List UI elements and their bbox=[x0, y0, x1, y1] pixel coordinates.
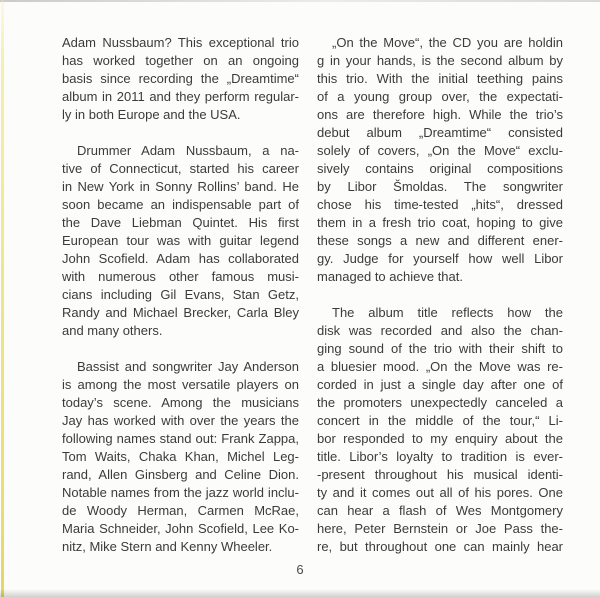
paragraph bbox=[62, 34, 299, 124]
text-line: Maria Schneider, John Scofield, Lee Ko- bbox=[62, 521, 299, 536]
text-line: John Scofield. Adam has collaborated bbox=[62, 251, 299, 266]
text-line: and many others. bbox=[62, 323, 163, 338]
text-line: the promoters unexpectedly canceled a bbox=[317, 395, 563, 410]
booklet-spine-stripe bbox=[1, 0, 4, 597]
text-line: by Libor Šmoldas. The songwriter bbox=[317, 179, 563, 194]
text-line: basis since recording the „Dreamtime“ bbox=[62, 71, 299, 86]
text-line: is among the most versatile players on bbox=[62, 377, 299, 392]
text-line: here, Peter Bernstein or Joe Pass the- bbox=[317, 521, 563, 536]
scan-top-edge bbox=[0, 0, 600, 2]
text-line: Bassist and songwriter Jay Anderson bbox=[77, 359, 299, 374]
text-line: gy. Judge for yourself how well Libor bbox=[317, 251, 563, 266]
paragraph bbox=[317, 304, 563, 556]
text-line: can hear a flash of Wes Montgomery bbox=[317, 503, 563, 518]
text-line: with numerous other famous musi- bbox=[62, 269, 299, 284]
text-line: ging sound of the trio with their shift to bbox=[317, 341, 563, 356]
text-line: title. Libor’s loyalty to tradition is ever- bbox=[317, 449, 563, 464]
text-line: chose his time-tested „hits“, dressed bbox=[317, 197, 563, 212]
scan-bottom-shadow bbox=[0, 589, 600, 597]
text-line: rand, Allen Ginsberg and Celine Dion. bbox=[62, 467, 299, 482]
text-line: bor responded to my enquiry about the bbox=[317, 431, 563, 446]
text-line: of a young group over, the expectati- bbox=[317, 89, 563, 104]
text-line: Notable names from the jazz world inclu- bbox=[62, 485, 299, 500]
text-line: album in 2011 and they perform regular- bbox=[62, 89, 299, 104]
text-line: ty and it comes out all of his pores. One bbox=[317, 485, 563, 500]
text-line: ons are therefore high. While the trio’s bbox=[317, 107, 563, 122]
text-line: „On the Move“, the CD you are holdin bbox=[332, 35, 563, 50]
text-line: today’s scene. Among the musicians bbox=[62, 395, 299, 410]
text-line: g in your hands, is the second album by bbox=[317, 53, 563, 68]
text-line: de Woody Herman, Carmen McRae, bbox=[62, 503, 299, 518]
text-line: following names stand out: Frank Zappa, bbox=[62, 431, 299, 446]
paragraph bbox=[317, 34, 563, 286]
text-line: tive of Connecticut, started his career bbox=[62, 161, 299, 176]
text-line: Jay has worked with over the years the bbox=[62, 413, 299, 428]
text-line: Adam Nussbaum? This exceptional trio bbox=[62, 35, 299, 50]
text-line: ly in both Europe and the USA. bbox=[62, 107, 241, 122]
text-line: these songs a new and different ener- bbox=[317, 233, 563, 248]
text-line: debut album „Dreamtime“ consisted bbox=[317, 125, 563, 140]
text-line: sively contains original compositions bbox=[317, 161, 563, 176]
text-line: -present throughout his musical identi- bbox=[317, 467, 563, 482]
text-line: has worked together on an ongoing bbox=[62, 53, 299, 68]
text-line: them in a fresh trio coat, hoping to give bbox=[317, 215, 563, 230]
text-line: European tour was with guitar legend bbox=[62, 233, 299, 248]
text-line: in New York in Sonny Rollins’ band. He bbox=[62, 179, 299, 194]
text-line: this trio. With the initial teething pains bbox=[317, 71, 563, 86]
text-line: cians including Gil Evans, Stan Getz, bbox=[62, 287, 299, 302]
text-column-right bbox=[317, 34, 563, 556]
text-line: nitz, Mike Stern and Kenny Wheeler. bbox=[62, 539, 273, 554]
text-column-left bbox=[62, 34, 299, 556]
paragraph bbox=[62, 142, 299, 340]
text-line: a bluesier mood. „On the Move was re- bbox=[317, 359, 563, 374]
text-line: re, but throughout one can mainly hear bbox=[317, 539, 563, 554]
text-line: Tom Waits, Chaka Khan, Michel Leg- bbox=[62, 449, 299, 464]
text-line: Drummer Adam Nussbaum, a na- bbox=[77, 143, 299, 158]
paragraph bbox=[62, 358, 299, 556]
text-line: corded in just a single day after one of bbox=[317, 377, 563, 392]
text-line: solely of covers, „On the Move“ exclu- bbox=[317, 143, 563, 158]
text-line: Randy and Michael Brecker, Carla Bley bbox=[62, 305, 299, 320]
text-line: concert in the middle of the tour,“ Li- bbox=[317, 413, 563, 428]
text-line: disk was recorded and also the chan- bbox=[317, 323, 563, 338]
text-line: soon became an indispensable part of bbox=[62, 197, 299, 212]
text-line: The album title reflects how the bbox=[332, 305, 563, 320]
text-line: the Dave Liebman Quintet. His first bbox=[62, 215, 299, 230]
text-line: managed to achieve that. bbox=[317, 269, 463, 284]
page-number: 6 bbox=[296, 562, 304, 577]
